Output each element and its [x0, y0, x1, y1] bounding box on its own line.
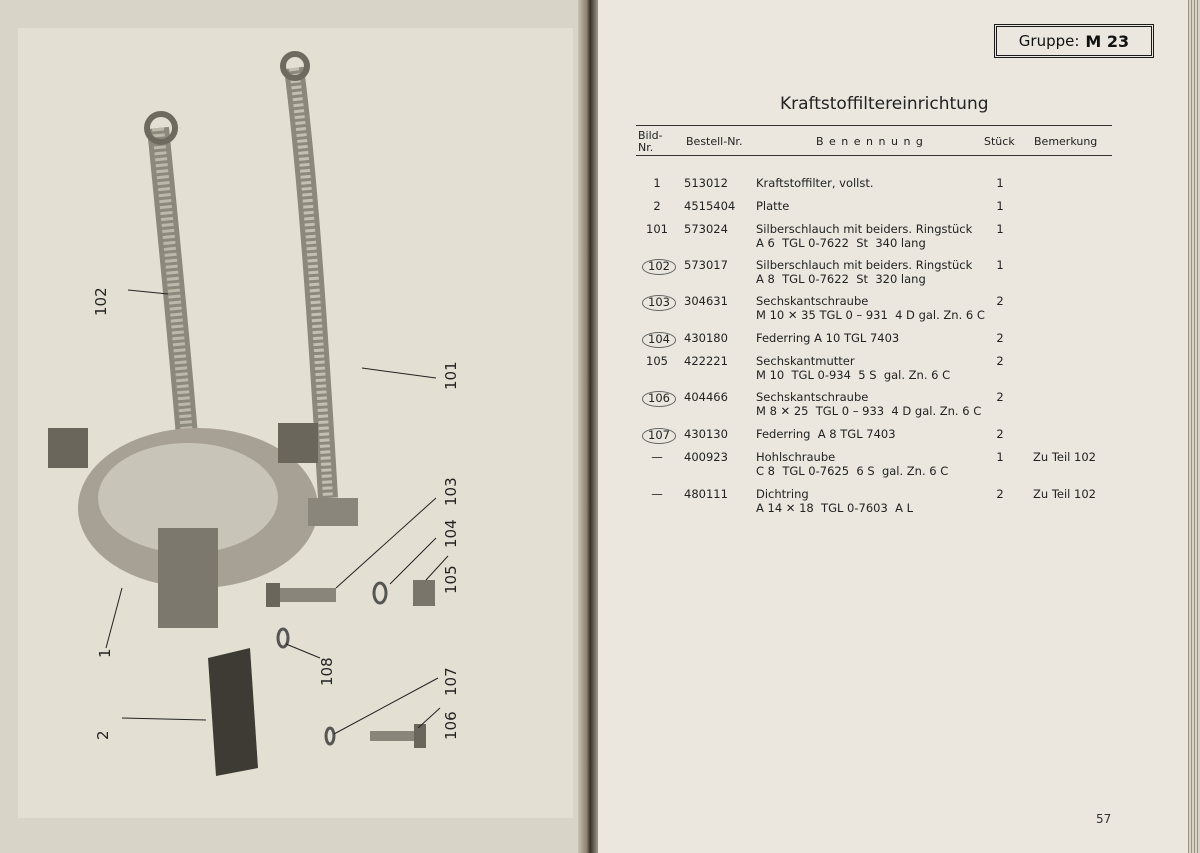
- cell-benennung: Kraftstoffilter, vollst.: [756, 176, 874, 190]
- cell-stueck: 1: [996, 199, 1004, 213]
- table-top-rule: [636, 125, 1112, 126]
- book-gutter: [578, 0, 600, 853]
- col-header-bemerkung: Bemerkung: [1034, 135, 1098, 148]
- cell-benennung: Sechskantschraube M 8 ✕ 25 TGL 0 – 933 4 D gal. Zn. 6 C: [756, 390, 982, 418]
- cell-bestell-nr: 422221: [684, 354, 728, 368]
- cell-stueck: 2: [996, 487, 1004, 501]
- callout-106: 106: [442, 711, 460, 740]
- cell-bestell-nr: 4515404: [684, 199, 736, 213]
- cell-stueck: 2: [996, 354, 1004, 368]
- cell-bild: 101: [646, 222, 668, 236]
- callout-103: 103: [442, 477, 460, 506]
- cell-benennung: Platte: [756, 199, 790, 213]
- cell-stueck: 1: [996, 258, 1004, 272]
- callout-101: 101: [442, 361, 460, 390]
- col-header-benennung: B e n e n n u n g: [816, 135, 924, 148]
- cell-stueck: 2: [996, 427, 1004, 441]
- right-page: [598, 0, 1190, 853]
- cell-bestell-nr: 573017: [684, 258, 728, 272]
- fuel-filter-illustration: [18, 28, 573, 818]
- cell-bestell-nr: 304631: [684, 294, 728, 308]
- exploded-view-photo: [18, 28, 573, 818]
- callout-1: 1: [96, 648, 114, 658]
- cell-bild: 106: [642, 391, 676, 407]
- callout-105: 105: [442, 565, 460, 594]
- plate-2: [208, 648, 258, 776]
- cell-benennung: Hohlschraube C 8 TGL 0-7625 6 S gal. Zn. 6 C: [756, 450, 949, 478]
- group-label: Gruppe:: [1018, 32, 1080, 50]
- col-header-bestell: Bestell-Nr.: [686, 135, 743, 148]
- table-header-rule: [636, 155, 1112, 156]
- group-code: M 23: [1085, 31, 1130, 51]
- callout-107: 107: [442, 667, 460, 696]
- cell-bild: 107: [642, 428, 676, 444]
- cell-benennung: Federring A 8 TGL 7403: [756, 427, 896, 441]
- page-edge: [1188, 0, 1200, 853]
- cell-bestell-nr: 513012: [684, 176, 728, 190]
- callout-104: 104: [442, 519, 460, 548]
- cell-benennung: Silberschlauch mit beiders. Ringstück A 6 TGL 0-7622 St 340 lang: [756, 222, 973, 250]
- cell-benennung: Dichtring A 14 ✕ 18 TGL 0-7603 A L: [756, 487, 914, 515]
- cell-bild: 1: [653, 176, 661, 190]
- cell-stueck: 1: [996, 176, 1004, 190]
- page-title: Kraftstoffiltereinrichtung: [780, 94, 989, 114]
- washer-107: [326, 728, 334, 744]
- cell-bild: 2: [653, 199, 661, 213]
- cell-benennung: Silberschlauch mit beiders. Ringstück A 8 TGL 0-7622 St 320 lang: [756, 258, 973, 286]
- cell-bestell-nr: 480111: [684, 487, 728, 501]
- cell-stueck: 2: [996, 390, 1004, 404]
- cell-bestell-nr: 404466: [684, 390, 728, 404]
- cell-bild: 104: [642, 332, 676, 348]
- nut-105: [413, 580, 435, 606]
- cell-bestell-nr: 573024: [684, 222, 728, 236]
- cell-bestell-nr: 430130: [684, 427, 728, 441]
- cell-bemerkung: Zu Teil 102: [1033, 487, 1096, 501]
- callout-108: 108: [318, 657, 336, 686]
- col-header-bild: Bild- Nr.: [638, 129, 663, 154]
- cell-bild: —: [651, 487, 663, 501]
- cell-benennung: Sechskantmutter M 10 TGL 0-934 5 S gal. Zn. 6 C: [756, 354, 951, 382]
- left-page: [0, 0, 590, 853]
- cell-stueck: 2: [996, 294, 1004, 308]
- callout-2: 2: [94, 730, 112, 740]
- callout-102: 102: [92, 287, 110, 316]
- cell-bemerkung: Zu Teil 102: [1033, 450, 1096, 464]
- group-label-box: [994, 24, 1154, 58]
- col-header-stueck: Stück: [984, 135, 1015, 148]
- cell-benennung: Sechskantschraube M 10 ✕ 35 TGL 0 – 931 4 D gal. Zn. 6 C: [756, 294, 985, 322]
- cell-bild: 103: [642, 295, 676, 311]
- cell-bestell-nr: 430180: [684, 331, 728, 345]
- cell-benennung: Federring A 10 TGL 7403: [756, 331, 900, 345]
- cell-stueck: 1: [996, 222, 1004, 236]
- cell-stueck: 2: [996, 331, 1004, 345]
- cell-bild: 105: [646, 354, 668, 368]
- page-number: 57: [1096, 812, 1112, 826]
- cell-bestell-nr: 400923: [684, 450, 728, 464]
- washer-104: [374, 583, 386, 603]
- cell-bild: 102: [642, 259, 676, 275]
- filter-bracket: [158, 528, 218, 628]
- cell-stueck: 1: [996, 450, 1004, 464]
- bolt-106: [370, 731, 420, 741]
- cell-bild: —: [651, 450, 663, 464]
